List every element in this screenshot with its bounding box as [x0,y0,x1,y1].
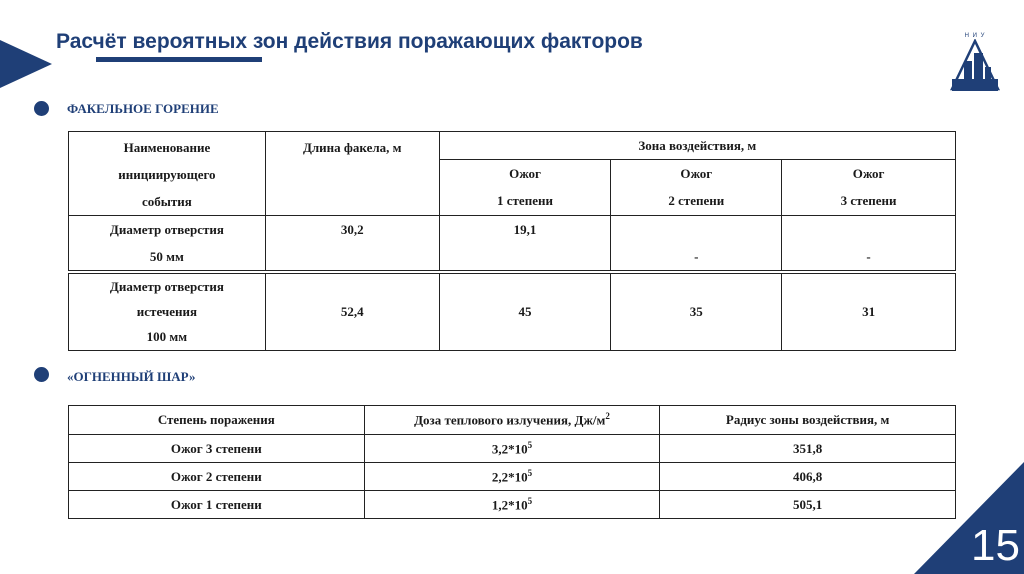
cell-value: 45 [518,304,532,319]
header-burn-line: 3 степени [840,193,897,209]
row-degree: Ожог 1 степени [69,491,365,519]
row-dose [364,463,660,491]
title-underline [96,57,262,62]
table-row [69,463,956,491]
mgsu-logo [950,33,1000,101]
header-dose-sup: 2 [605,411,610,422]
row-flame-length [265,272,439,351]
section-bullet-icon [34,367,49,382]
dose-value: 3,2*10 [491,441,528,457]
section-heading-fireball: «ОГНЕННЫЙ ШАР» [67,369,196,384]
row-degree: Ожог 3 степени [69,435,365,463]
row-burn-1 [439,216,611,273]
row-flame-length [265,216,439,273]
header-burn-line: 2 степени [668,193,725,209]
page-title: Расчёт вероятных зон действия поражающих факторов [56,30,643,53]
dose-exponent: 5 [527,467,533,478]
header-burn-1 [439,160,611,216]
header-burn-line: Ожог [852,166,885,182]
row-event [69,216,266,273]
cell-value: 30,2 [340,222,364,237]
header-dose [364,406,660,435]
logo-name: МГСУ [961,91,989,102]
dose-value: 1,2*10 [491,497,528,513]
header-event-line: Наименование [123,140,211,155]
header-degree: Степень поражения [69,406,365,435]
row-event-line: Диаметр отверстия [109,279,224,294]
header-burn-2 [611,160,782,216]
row-dose [364,435,660,463]
header-burn-3 [782,160,956,216]
dose-exponent: 5 [527,439,533,450]
cell-value: - [866,249,871,264]
flare-burning-table [68,131,956,351]
header-flame-length-text: Длина факела, м [302,140,402,155]
table-row [69,435,956,463]
corner-triangle-decoration [0,40,56,90]
cell-value: - [694,249,699,264]
header-radius: Радиус зоны воздействия, м [660,406,956,435]
header-event-line: инициирующего [118,167,216,182]
header-impact-zone-text: Зона воздействия, м [638,137,757,153]
dose-value: 2,2*10 [491,469,528,485]
table-row [69,272,956,351]
header-burn-line: Ожог [680,166,713,182]
section-bullet-icon [34,101,49,116]
row-radius: 406,8 [660,463,956,491]
row-degree: Ожог 2 степени [69,463,365,491]
row-event-line: Диаметр отверстия [109,222,224,237]
header-burn-line: Ожог [509,166,541,182]
header-flame-length [265,132,439,216]
header-event-line: события [141,194,192,209]
cell-value: 52,4 [340,304,364,319]
page-number: 15 [971,521,1020,570]
cell-value: 19,1 [513,222,537,237]
header-dose-text: Доза теплового излучения, Дж/м [414,412,606,428]
row-event-line: истечения [136,304,198,319]
header-impact-zone [439,132,955,160]
table-header-row [69,132,956,160]
row-event-line: 100 мм [146,329,188,344]
table-row [69,491,956,519]
logo-top-text: Н И У [964,33,986,39]
row-radius: 505,1 [660,491,956,519]
cell-value: 31 [862,304,876,319]
row-event [69,272,266,351]
row-burn-2 [611,272,782,351]
logo-building-icon [950,39,1000,91]
row-burn-3 [782,216,956,273]
fireball-table [68,405,956,519]
row-event-line: 50 мм [149,249,184,264]
header-burn-line: 1 степени [497,193,553,209]
row-burn-2 [611,216,782,273]
table-row [69,216,956,273]
table-header-row [69,406,956,435]
section-heading-flare: ФАКЕЛЬНОЕ ГОРЕНИЕ [67,101,219,116]
row-radius: 351,8 [660,435,956,463]
header-event [69,132,266,216]
dose-exponent: 5 [527,495,533,506]
row-burn-3 [782,272,956,351]
cell-value: 35 [689,304,703,319]
row-dose [364,491,660,519]
row-burn-1 [439,272,611,351]
